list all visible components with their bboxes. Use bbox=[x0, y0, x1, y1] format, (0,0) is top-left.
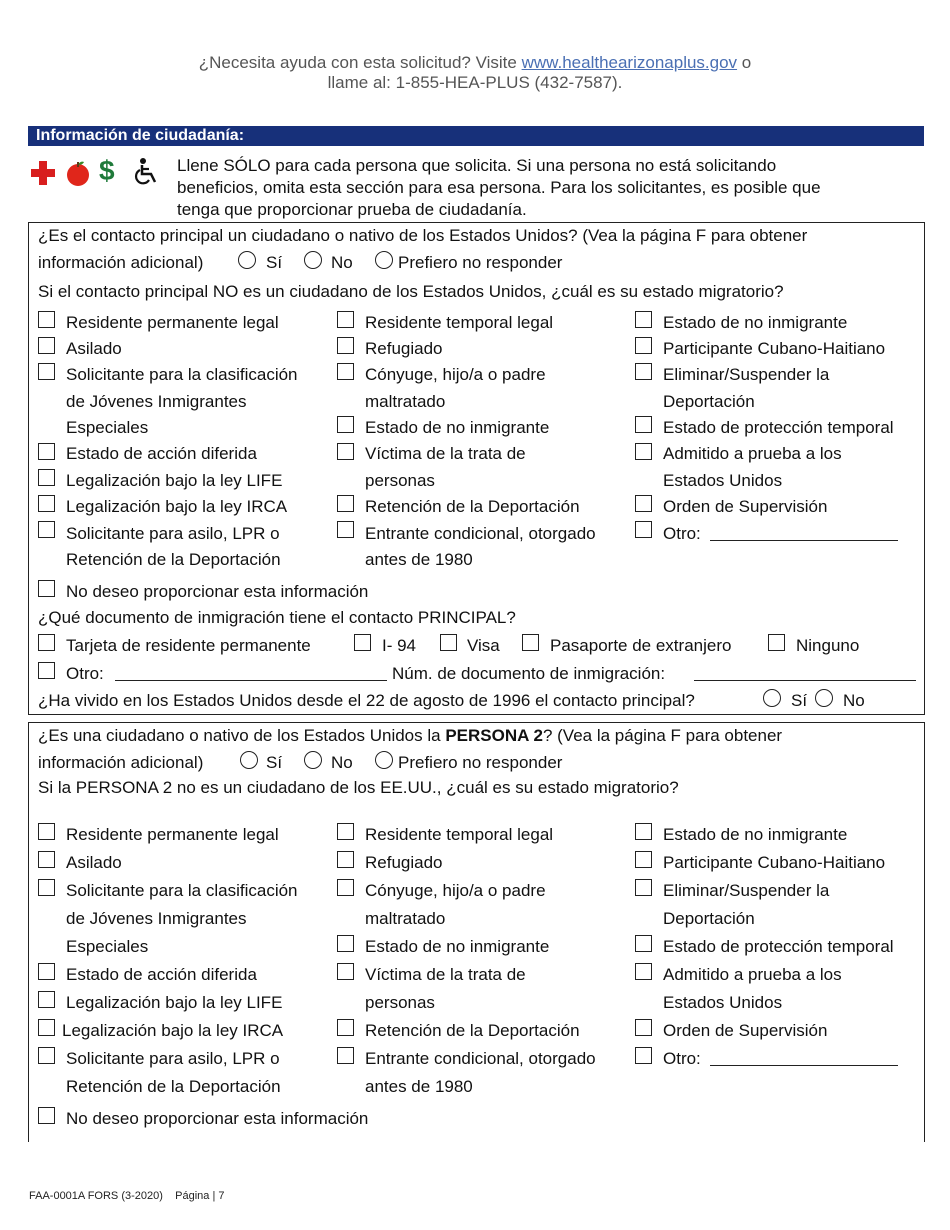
status-label: Estado de no inmigrante bbox=[365, 937, 550, 956]
person2-status-checkbox[interactable] bbox=[38, 991, 55, 1008]
primary-status-checkbox[interactable] bbox=[337, 363, 354, 380]
status-label: Estado de protección temporal bbox=[663, 937, 894, 956]
primary-status-checkbox[interactable] bbox=[38, 443, 55, 460]
instructions-line-1: Llene SÓLO para cada persona que solicita. Si una persona no está solicitando bbox=[177, 156, 777, 175]
lived-no-label: No bbox=[843, 691, 865, 710]
doc-number-label: Núm. de documento de inmigración: bbox=[392, 664, 666, 683]
person2-question-post: ? (Vea la página F para obtener bbox=[542, 726, 783, 745]
person2-question-bold: PERSONA 2 bbox=[445, 726, 543, 745]
status-label: antes de 1980 bbox=[365, 1077, 473, 1096]
status-label: Solicitante para la clasificación bbox=[66, 881, 298, 900]
status-label: Otro: bbox=[663, 1049, 701, 1068]
primary-yes-radio[interactable] bbox=[238, 251, 256, 269]
person2-no-info-checkbox[interactable] bbox=[38, 1107, 55, 1124]
status-label: Eliminar/Suspender la bbox=[663, 365, 830, 384]
lived-yes-radio[interactable] bbox=[763, 689, 781, 707]
help-text bbox=[0, 53, 950, 93]
status-label: Deportación bbox=[663, 909, 755, 928]
primary-status-checkbox[interactable] bbox=[38, 495, 55, 512]
doc-option-label: Pasaporte de extranjero bbox=[550, 636, 732, 655]
primary-no-label: No bbox=[331, 253, 353, 272]
person2-no-label: No bbox=[331, 753, 353, 772]
status-label: Estado de no inmigrante bbox=[365, 418, 550, 437]
primary-status-checkbox[interactable] bbox=[635, 337, 652, 354]
status-label: Residente temporal legal bbox=[365, 313, 554, 332]
help-prefix: ¿Necesita ayuda con esta solicitud? Visite bbox=[198, 53, 517, 72]
status-label: Víctima de la trata de bbox=[365, 965, 526, 984]
person2-status-checkbox[interactable] bbox=[635, 935, 652, 952]
status-label: Retención de la Deportación bbox=[365, 1021, 580, 1040]
primary-document-question: ¿Qué documento de inmigración tiene el contacto PRINCIPAL? bbox=[38, 608, 516, 627]
primary-status-checkbox[interactable] bbox=[635, 311, 652, 328]
page-number: Página | 7 bbox=[175, 1190, 225, 1202]
status-label: Especiales bbox=[66, 937, 149, 956]
status-label: Cónyuge, hijo/a o padre bbox=[365, 365, 546, 384]
status-label: maltratado bbox=[365, 909, 446, 928]
status-label: personas bbox=[365, 471, 435, 490]
primary-citizen-question-2: información adicional) bbox=[38, 253, 204, 272]
doc-number-line[interactable] bbox=[694, 680, 916, 681]
status-label: Retención de la Deportación bbox=[66, 1077, 281, 1096]
primary-status-checkbox[interactable] bbox=[635, 416, 652, 433]
primary-status-checkbox[interactable] bbox=[337, 443, 354, 460]
status-label: Retención de la Deportación bbox=[365, 497, 580, 516]
person2-status-checkbox[interactable] bbox=[337, 879, 354, 896]
person2-status-checkbox[interactable] bbox=[337, 963, 354, 980]
person2-status-checkbox[interactable] bbox=[38, 963, 55, 980]
person2-decline-radio[interactable] bbox=[375, 751, 393, 769]
status-label: personas bbox=[365, 993, 435, 1012]
doc-none-checkbox[interactable] bbox=[768, 634, 785, 651]
primary-decline-radio[interactable] bbox=[375, 251, 393, 269]
primary-status-checkbox[interactable] bbox=[635, 495, 652, 512]
person2-status-checkbox[interactable] bbox=[337, 1019, 354, 1036]
person2-no-radio[interactable] bbox=[304, 751, 322, 769]
person2-status-checkbox[interactable] bbox=[635, 823, 652, 840]
person2-status-checkbox[interactable] bbox=[635, 1047, 652, 1064]
wheelchair-icon bbox=[133, 158, 159, 186]
person2-status-checkbox[interactable] bbox=[337, 935, 354, 952]
status-label: Víctima de la trata de bbox=[365, 444, 526, 463]
status-label: Estado de protección temporal bbox=[663, 418, 894, 437]
primary-status-checkbox[interactable] bbox=[337, 337, 354, 354]
status-label: Participante Cubano-Haitiano bbox=[663, 339, 886, 358]
person2-status-checkbox[interactable] bbox=[38, 879, 55, 896]
lived-yes-label: Sí bbox=[791, 691, 808, 710]
person2-yes-label: Sí bbox=[266, 753, 283, 772]
help-phone: llame al: 1-855-HEA-PLUS (432-7587). bbox=[327, 73, 623, 92]
page-footer bbox=[29, 1190, 224, 1202]
person2-decline-label: Prefiero no responder bbox=[398, 753, 563, 772]
form-id: FAA-0001A FORS (3-2020) bbox=[29, 1190, 163, 1202]
status-label: Retención de la Deportación bbox=[66, 550, 281, 569]
doc-option-label: Ninguno bbox=[796, 636, 860, 655]
primary-status-checkbox[interactable] bbox=[38, 311, 55, 328]
status-label: de Jóvenes Inmigrantes bbox=[66, 392, 247, 411]
status-label: maltratado bbox=[365, 392, 446, 411]
person2-status-checkbox[interactable] bbox=[38, 823, 55, 840]
doc-visa-checkbox[interactable] bbox=[440, 634, 457, 651]
primary-status-checkbox[interactable] bbox=[337, 521, 354, 538]
status-label: Refugiado bbox=[365, 853, 443, 872]
primary-status-checkbox[interactable] bbox=[337, 416, 354, 433]
doc-option-label: Visa bbox=[467, 636, 500, 655]
primary-status-checkbox[interactable] bbox=[635, 521, 652, 538]
doc-other-line[interactable] bbox=[115, 680, 387, 681]
status-label: Eliminar/Suspender la bbox=[663, 881, 830, 900]
status-label: Residente permanente legal bbox=[66, 313, 279, 332]
person2-status-checkbox[interactable] bbox=[635, 851, 652, 868]
person2-status-checkbox[interactable] bbox=[337, 851, 354, 868]
primary-no-info-label: No deseo proporcionar esta información bbox=[66, 582, 369, 601]
status-label: Legalización bajo la ley IRCA bbox=[62, 1021, 284, 1040]
doc-i94-checkbox[interactable] bbox=[354, 634, 371, 651]
instructions-line-3: tenga que proporcionar prueba de ciudadanía. bbox=[177, 200, 527, 219]
instructions-line-2: beneficios, omita esta sección para esa persona. Para los solicitantes, es posible que bbox=[177, 178, 821, 197]
lived-no-radio[interactable] bbox=[815, 689, 833, 707]
status-label: Entrante condicional, otorgado bbox=[365, 524, 596, 543]
primary-yes-label: Sí bbox=[266, 253, 283, 272]
status-label: Asilado bbox=[66, 853, 122, 872]
doc-passport-checkbox[interactable] bbox=[522, 634, 539, 651]
status-label: Orden de Supervisión bbox=[663, 497, 828, 516]
status-label: Participante Cubano-Haitiano bbox=[663, 853, 886, 872]
person2-status-checkbox[interactable] bbox=[337, 1047, 354, 1064]
status-label: Legalización bajo la ley LIFE bbox=[66, 471, 283, 490]
primary-decline-label: Prefiero no responder bbox=[398, 253, 563, 272]
person2-status-question: Si la PERSONA 2 no es un ciudadano de los EE.UU., ¿cuál es su estado migratorio? bbox=[38, 778, 679, 797]
doc-option-label: Tarjeta de residente permanente bbox=[66, 636, 311, 655]
primary-status-checkbox[interactable] bbox=[38, 521, 55, 538]
status-label: Entrante condicional, otorgado bbox=[365, 1049, 596, 1068]
status-label: Deportación bbox=[663, 392, 755, 411]
help-suffix: o bbox=[741, 53, 752, 72]
person2-status-checkbox[interactable] bbox=[38, 1047, 55, 1064]
person2-status-checkbox[interactable] bbox=[635, 963, 652, 980]
status-label: Estado de acción diferida bbox=[66, 444, 257, 463]
status-label: Refugiado bbox=[365, 339, 443, 358]
primary-status-checkbox[interactable] bbox=[337, 311, 354, 328]
doc-green-card-checkbox[interactable] bbox=[38, 634, 55, 651]
status-label: Solicitante para la clasificación bbox=[66, 365, 298, 384]
primary-status-checkbox[interactable] bbox=[337, 495, 354, 512]
status-label: de Jóvenes Inmigrantes bbox=[66, 909, 247, 928]
person2-no-info-label: No deseo proporcionar esta información bbox=[66, 1109, 369, 1128]
person2-status-checkbox[interactable] bbox=[337, 823, 354, 840]
primary-no-info-checkbox[interactable] bbox=[38, 580, 55, 597]
status-label: Estados Unidos bbox=[663, 993, 783, 1012]
status-label: Especiales bbox=[66, 418, 149, 437]
dollar-icon: $ bbox=[99, 155, 115, 186]
status-label: Estado de no inmigrante bbox=[663, 825, 848, 844]
primary-status-checkbox[interactable] bbox=[38, 337, 55, 354]
person2-status-checkbox[interactable] bbox=[635, 1019, 652, 1036]
status-label: Admitido a prueba a los bbox=[663, 444, 842, 463]
status-label: Residente temporal legal bbox=[365, 825, 554, 844]
doc-option-label: I- 94 bbox=[382, 636, 417, 655]
help-link[interactable]: www.healthearizonaplus.gov bbox=[521, 53, 738, 72]
status-label: Cónyuge, hijo/a o padre bbox=[365, 881, 546, 900]
person2-question-pre: ¿Es una ciudadano o nativo de los Estados Unidos la bbox=[38, 726, 441, 745]
status-label: Orden de Supervisión bbox=[663, 1021, 828, 1040]
primary-status-checkbox[interactable] bbox=[38, 469, 55, 486]
apple-icon bbox=[64, 159, 92, 187]
primary-status-question: Si el contacto principal NO es un ciudadano de los Estados Unidos, ¿cuál es su estado migratorio? bbox=[38, 282, 784, 301]
primary-citizen-question: ¿Es el contacto principal un ciudadano o nativo de los Estados Unidos? (Vea la página F para obtener bbox=[38, 226, 808, 245]
status-label: Legalización bajo la ley IRCA bbox=[66, 497, 288, 516]
status-label: Estados Unidos bbox=[663, 471, 783, 490]
status-label: antes de 1980 bbox=[365, 550, 473, 569]
person2-other-status-line[interactable] bbox=[710, 1065, 898, 1066]
primary-lived-question: ¿Ha vivido en los Estados Unidos desde el 22 de agosto de 1996 el contacto principal? bbox=[38, 691, 695, 710]
cross-icon bbox=[30, 160, 56, 186]
person2-status-checkbox[interactable] bbox=[635, 879, 652, 896]
status-label: Otro: bbox=[663, 524, 701, 543]
status-label: Asilado bbox=[66, 339, 122, 358]
person2-status-checkbox[interactable] bbox=[38, 851, 55, 868]
status-label: Estado de no inmigrante bbox=[663, 313, 848, 332]
primary-no-radio[interactable] bbox=[304, 251, 322, 269]
section-title: Información de ciudadanía: bbox=[28, 126, 924, 146]
primary-status-checkbox[interactable] bbox=[38, 363, 55, 380]
doc-other-checkbox[interactable] bbox=[38, 662, 55, 679]
status-label: Legalización bajo la ley LIFE bbox=[66, 993, 283, 1012]
person2-status-checkbox[interactable] bbox=[38, 1019, 55, 1036]
doc-other-label: Otro: bbox=[66, 664, 104, 683]
status-label: Solicitante para asilo, LPR o bbox=[66, 1049, 280, 1068]
status-label: Admitido a prueba a los bbox=[663, 965, 842, 984]
person2-citizen-question bbox=[38, 725, 782, 747]
status-label: Solicitante para asilo, LPR o bbox=[66, 524, 280, 543]
status-label: Residente permanente legal bbox=[66, 825, 279, 844]
person2-citizen-question-2: información adicional) bbox=[38, 753, 204, 772]
person2-yes-radio[interactable] bbox=[240, 751, 258, 769]
primary-status-checkbox[interactable] bbox=[635, 363, 652, 380]
primary-other-status-line[interactable] bbox=[710, 540, 898, 541]
primary-status-checkbox[interactable] bbox=[635, 443, 652, 460]
status-label: Estado de acción diferida bbox=[66, 965, 257, 984]
